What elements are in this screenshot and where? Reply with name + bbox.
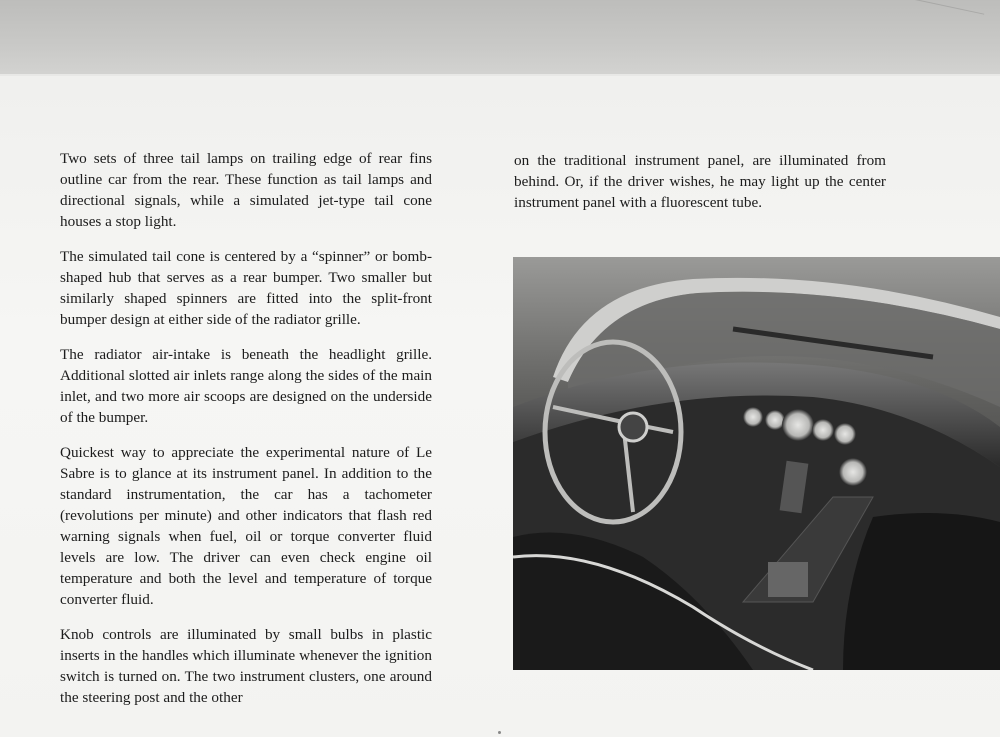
paragraph-air-intake: The radiator air-intake is beneath the headlight grille. Additional slotted air inlets range along the sides of the main inlet, and two more air scoops are designed on the underside of the bumper. [60, 346, 432, 426]
car-interior-photo [513, 257, 1000, 670]
paragraph-continuation: on the traditional instrument panel, are illuminated from behind. Or, if the driver wishes, he may light up the center instrument panel with a fluorescent tube. [514, 152, 886, 211]
page-corner-mark [890, 0, 984, 44]
seat-right [843, 513, 1000, 670]
paragraph-tail-cone: The simulated tail cone is centered by a “spinner” or bomb-shaped hub that serves as a rear bumper. Two smaller but similarly shaped spinners are fitted into the split-front bumper design at either side of the radiator grille. [60, 248, 432, 328]
paragraph-knob-controls: Knob controls are illuminated by small bulbs in plastic inserts in the handles which illuminate whenever the ignition switch is turned on. The two instrument clusters, one around the steering post and the other [60, 626, 432, 706]
page-marker-dot [498, 731, 501, 734]
paragraph-instrument-panel: Quickest way to appreciate the experimental nature of Le Sabre is to glance at its instrument panel. In addition to the standard instrumentation, the car has a tachometer (revolutions per minute) and other indicators that flash red warning signals when fuel, oil or torque converter fluid levels are low. The driver can even check engine oil temperature and both the level and temperature of torque converter fluid. [60, 444, 432, 608]
right-text-column [514, 150, 886, 227]
dashboard-illustration [513, 257, 1000, 670]
paragraph-tail-lamps: Two sets of three tail lamps on trailing edge of rear fins outline car from the rear. These function as tail lamps and directional signals, while a simulated jet-type tail cone houses a stop light. [60, 150, 432, 230]
console-controls [768, 562, 808, 597]
left-text-column [60, 148, 432, 722]
top-band [0, 0, 1000, 76]
